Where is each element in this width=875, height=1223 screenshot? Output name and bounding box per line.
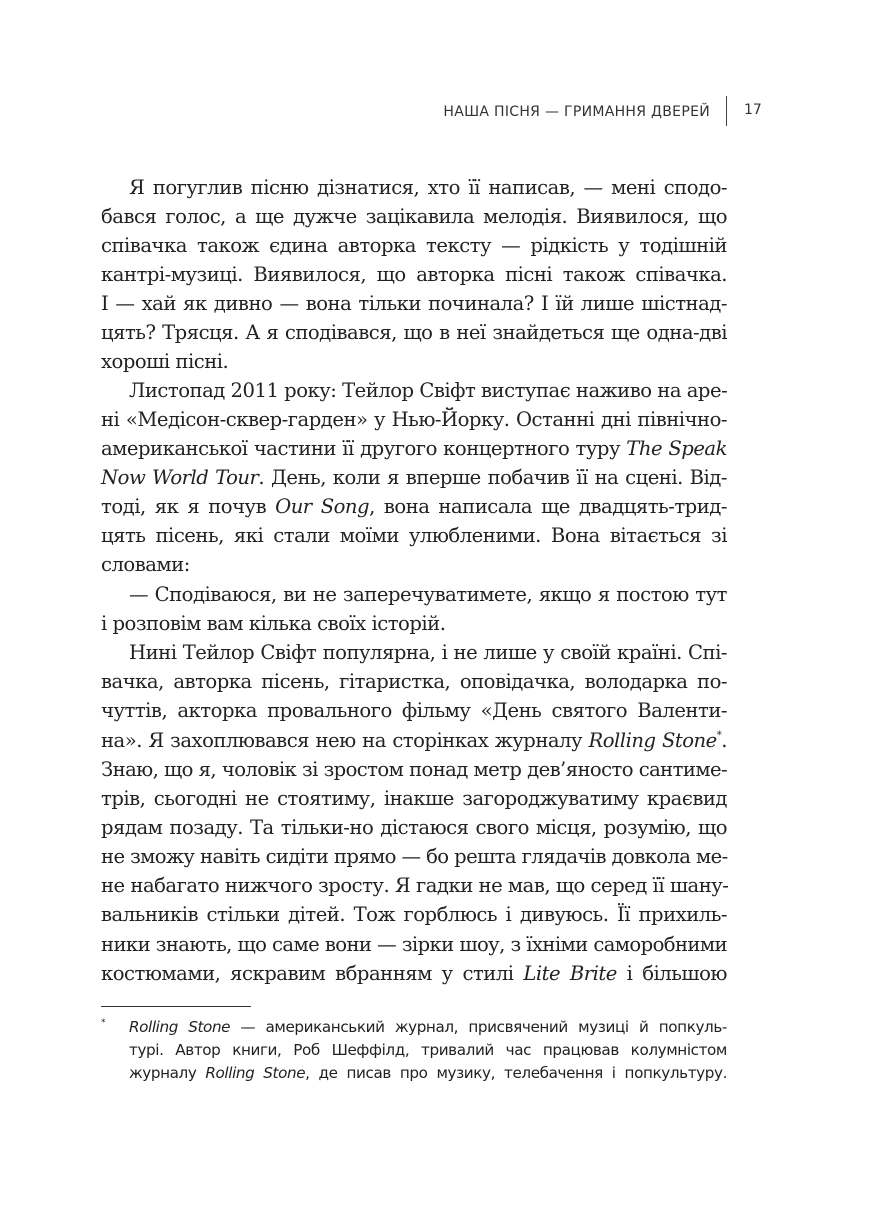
magazine-title-italic: Rolling Stone <box>205 1064 306 1082</box>
tour-title-italic: The Speak <box>626 437 727 460</box>
text-line <box>101 463 727 493</box>
text-line: Листопад 2011 року: Тейлор Свіфт виступає наживо на аре- <box>129 379 728 402</box>
text-run: і більшою <box>616 962 727 985</box>
text-line: чуттів, акторка провального фільму «День святого Валенти- <box>101 699 727 722</box>
text-line: цять пісень, які стали моїми улюбленими. Вона вітається зі <box>101 524 727 547</box>
text-line: хороші пісні. <box>101 350 229 373</box>
text-line: ники знають, що саме вони — зірки шоу, з їхніми саморобними <box>101 933 727 956</box>
text-run: — американський журнал, присвячений музиці й попкуль- <box>230 1018 727 1036</box>
text-line: вальників стільки дітей. Тож горблюсь і дивуюсь. Її прихиль- <box>101 903 727 926</box>
text-run: , де писав про музику, телебачення і попкультуру. <box>305 1064 727 1082</box>
text-line: І — хай як дивно — вона тільки починала? І їй лише шістнад- <box>101 292 727 315</box>
text-line: Я погуглив пісню дізнатися, хто її написав, — мені сподо- <box>129 176 727 199</box>
magazine-title-italic: Rolling Stone <box>129 1018 231 1036</box>
text-run: тоді, як я почув <box>101 495 276 518</box>
text-line: — Сподіваюся, ви не заперечуватимете, якщо я постою тут <box>129 583 727 606</box>
text-line: не набагато нижчого зросту. Я гадки не мав, що серед її шану- <box>101 874 729 897</box>
page-number: 17 <box>744 102 762 118</box>
header-divider <box>726 96 727 126</box>
song-title-italic: Our Song <box>275 495 370 518</box>
style-name-italic: Lite Brite <box>523 962 617 985</box>
text-line: словами: <box>101 553 190 576</box>
text-line: Нині Тейлор Свіфт популярна, і не лише у своїй країні. Спі- <box>129 641 727 664</box>
text-line <box>101 492 727 522</box>
text-line <box>101 434 727 464</box>
footnote-divider <box>101 1006 251 1007</box>
tour-title-italic: Now World Tour <box>101 466 259 489</box>
text-line: ні «Медісон-сквер-гарден» у Нью-Йорку. Останні дні північно- <box>101 408 727 431</box>
text-run: американської частини її другого концертного туру <box>101 437 627 460</box>
running-header-title: НАША ПІСНЯ — ГРИМАННЯ ДВЕРЕЙ <box>443 104 710 120</box>
footnote-line <box>129 1061 727 1085</box>
text-run: на». Я захоплювався нею на сторінках журналу <box>101 729 589 752</box>
text-line <box>101 959 727 989</box>
text-line: рядам позаду. Та тільки-но дістаюся свого місця, розумію, що <box>101 816 727 839</box>
text-line: співачка також єдина авторка тексту — рідкість у тодішній <box>101 234 727 257</box>
magazine-title-italic: Rolling Stone <box>588 729 717 752</box>
text-line: бався голос, а ще дужче зацікавила мелодія. Виявилося, що <box>101 205 727 228</box>
text-line: трів, сьогодні не стоятиму, інакше загороджуватиму краєвид <box>101 787 727 810</box>
text-run: журналу <box>129 1064 206 1082</box>
footnote-mark: * <box>101 1018 106 1028</box>
footnote-line: турі. Автор книги, Роб Шеффілд, тривалий час працював колумністом <box>129 1041 727 1059</box>
text-line: не зможу навіть сидіти прямо — бо решта глядачів довкола ме- <box>101 845 728 868</box>
text-line: цять? Трясця. А я сподівався, що в неї знайдеться ще одна-дві <box>101 321 727 344</box>
text-line: кантрі-музиці. Виявилося, що авторка пісні також співачка. <box>101 263 727 286</box>
text-run: . <box>721 729 727 752</box>
text-run: , вона написала ще двадцять-трид- <box>369 495 727 518</box>
text-line: вачка, авторка пісень, гітаристка, оповідачка, володарка по- <box>101 670 727 693</box>
footnote-reference[interactable]: * <box>716 730 722 741</box>
text-line: Знаю, що я, чоловік зі зростом понад метр дев’яносто сантиме- <box>101 758 727 781</box>
text-line: і розповім вам кілька своїх історій. <box>101 612 446 635</box>
text-run: . День, коли я вперше побачив її на сцені. Від- <box>258 466 727 489</box>
text-run: костюмами, яскравим вбранням у стилі <box>101 962 524 985</box>
footnote-line <box>129 1015 727 1039</box>
text-line <box>101 726 727 756</box>
